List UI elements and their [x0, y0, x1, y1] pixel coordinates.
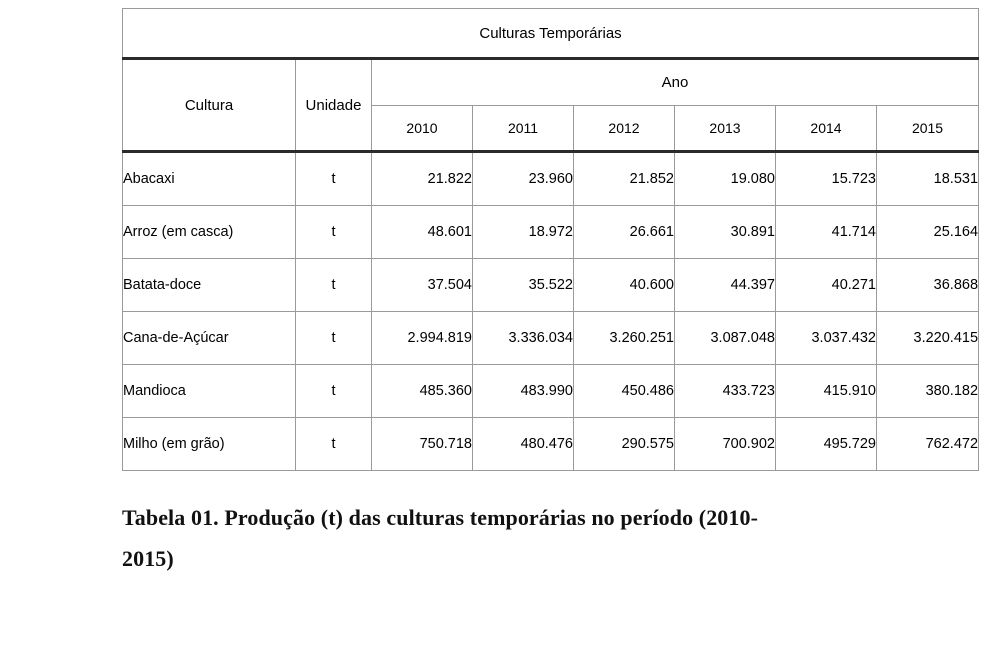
cell-value: 700.902 [675, 418, 776, 471]
cell-value: 750.718 [372, 418, 473, 471]
cell-unidade: t [296, 312, 372, 365]
cell-value: 3.087.048 [675, 312, 776, 365]
header-cultura: Cultura [123, 59, 296, 152]
cell-value: 41.714 [776, 206, 877, 259]
cell-value: 18.972 [473, 206, 574, 259]
production-table-container [122, 8, 978, 471]
table-header-row-1 [123, 59, 979, 106]
cell-value: 36.868 [877, 259, 979, 312]
cell-value: 37.504 [372, 259, 473, 312]
cell-value: 3.220.415 [877, 312, 979, 365]
table-caption [122, 498, 912, 579]
table-row [123, 259, 979, 312]
cell-value: 3.260.251 [574, 312, 675, 365]
cell-cultura: Milho (em grão) [123, 418, 296, 471]
cell-value: 415.910 [776, 365, 877, 418]
cell-value: 433.723 [675, 365, 776, 418]
table-row [123, 206, 979, 259]
table-title: Culturas Temporárias [123, 9, 979, 59]
header-year-2015: 2015 [877, 105, 979, 152]
cell-value: 290.575 [574, 418, 675, 471]
table-row [123, 152, 979, 206]
header-year-2011: 2011 [473, 105, 574, 152]
table-title-row [123, 9, 979, 59]
cell-value: 48.601 [372, 206, 473, 259]
cell-value: 21.822 [372, 152, 473, 206]
cell-value: 21.852 [574, 152, 675, 206]
cell-unidade: t [296, 418, 372, 471]
cell-value: 480.476 [473, 418, 574, 471]
table-row [123, 418, 979, 471]
cell-value: 380.182 [877, 365, 979, 418]
cell-value: 23.960 [473, 152, 574, 206]
cell-unidade: t [296, 152, 372, 206]
cell-unidade: t [296, 365, 372, 418]
header-ano: Ano [372, 59, 979, 106]
table-body [123, 152, 979, 471]
cell-value: 483.990 [473, 365, 574, 418]
cell-value: 44.397 [675, 259, 776, 312]
cell-value: 40.271 [776, 259, 877, 312]
cell-cultura: Batata-doce [123, 259, 296, 312]
cell-cultura: Abacaxi [123, 152, 296, 206]
header-year-2013: 2013 [675, 105, 776, 152]
cell-unidade: t [296, 259, 372, 312]
header-year-2010: 2010 [372, 105, 473, 152]
cell-unidade: t [296, 206, 372, 259]
cell-value: 18.531 [877, 152, 979, 206]
cell-value: 15.723 [776, 152, 877, 206]
header-unidade: Unidade [296, 59, 372, 152]
cell-value: 3.336.034 [473, 312, 574, 365]
cell-value: 485.360 [372, 365, 473, 418]
cell-value: 2.994.819 [372, 312, 473, 365]
cell-value: 25.164 [877, 206, 979, 259]
cell-value: 30.891 [675, 206, 776, 259]
cell-value: 40.600 [574, 259, 675, 312]
cell-value: 35.522 [473, 259, 574, 312]
cell-value: 450.486 [574, 365, 675, 418]
table-row [123, 312, 979, 365]
cell-value: 495.729 [776, 418, 877, 471]
caption-line-1: Tabela 01. Produção (t) das culturas temporárias no período (2010- [122, 505, 759, 530]
header-year-2012: 2012 [574, 105, 675, 152]
cell-value: 3.037.432 [776, 312, 877, 365]
cell-cultura: Cana-de-Açúcar [123, 312, 296, 365]
cell-value: 19.080 [675, 152, 776, 206]
production-table [122, 8, 979, 471]
table-row [123, 365, 979, 418]
cell-cultura: Arroz (em casca) [123, 206, 296, 259]
header-year-2014: 2014 [776, 105, 877, 152]
caption-line-2: 2015) [122, 545, 174, 571]
cell-cultura: Mandioca [123, 365, 296, 418]
cell-value: 26.661 [574, 206, 675, 259]
cell-value: 762.472 [877, 418, 979, 471]
